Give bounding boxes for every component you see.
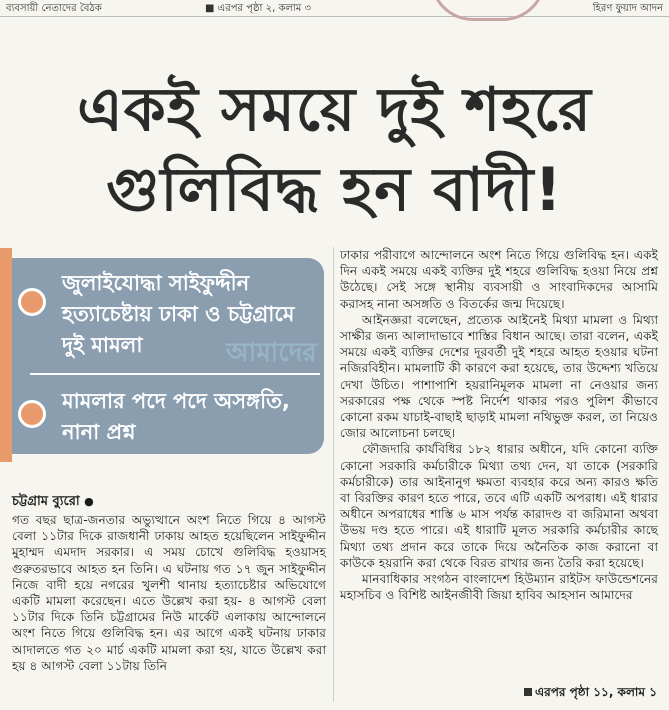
byline-dot-icon: ● — [84, 495, 94, 508]
byline — [12, 492, 94, 513]
top-strip — [0, 0, 669, 17]
top-strip-left: ব্যবসায়ী নেতাদের বৈঠক — [6, 3, 102, 14]
callout-accent-bar — [0, 248, 12, 462]
watermark: আমাদের — [226, 338, 317, 368]
article-paragraph: আইনজ্ঞরা বলেছেন, প্রত্যেক আইনেই মিথ্যা মামলা ও মিথ্যা সাক্ষীর জন্য আলাদাভাবে শাস্তির বিধান আছে। তারা বলেন, একই সময়ে একই ব্যক্তির দেশের দূরবর্তী দুই শহরে আহত হওয়ার ঘটনা নজিরবিহীন। মামলাটি কী কারণে করা হয়েছে, তার উদ্দেশ্য খতিয়ে দেখা উচিত। পাশাপাশি হয়রানিমূলক মামলা না নেওয়ার জন্য সরকারের পক্ষ থেকে স্পষ্ট নির্দেশ থাকার পরও পুলিশ কীভাবে কোনো রকম যাচাই-বাছাই ছাড়াই মামলা নথিভুক্ত করল, তা নিয়েও জোর আলোচনা চলছে। — [340, 312, 658, 441]
headline — [0, 70, 669, 230]
bullet-icon — [18, 288, 46, 316]
square-icon — [524, 688, 532, 696]
column-divider — [333, 247, 334, 702]
continuation-note — [524, 684, 657, 704]
continuation-text: এরপর পৃষ্ঠা ১১, কলাম ১ — [534, 685, 657, 699]
headline-line-1: একই সময়ে দুই শহরে — [77, 75, 592, 145]
article-paragraph: মানবাধিকার সংগঠন বাংলাদেশ হিউম্যান রাইটস ফাউন্ডেশনের মহাসচিব ও বিশিষ্ট আইনজীবী জিয়া হাবিব আহসান আমাদের — [340, 572, 658, 603]
top-strip-middle: ■ এরপর পৃষ্ঠা ২, কলাম ৩ — [205, 3, 312, 14]
article-paragraph: গত বছর ছাত্র-জনতার অভ্যুত্থানে অংশ নিতে গিয়ে ৪ আগস্ট বেলা ১১টার দিকে রাজধানী ঢাকায় আহত হয়েছিলেন সাইফুদ্দীন মুহাম্মদ এমদাদ সরকার। এ সময় চোখে গুলিবিদ্ধ হওয়াসহ গুরুতরভাবে আহত হন তিনি। এ ঘটনায় গত ১৭ জুন সাইফুদ্দীন নিজে বাদী হয়ে নগরের খুলশী থানায় হত্যাচেষ্টার অভিযোগে একটি মামলা করেছেন। এতে উল্লেখ করা হয়- ৪ আগস্ট বেলা ১১টার দিকে তিনি চট্টগ্রামের নিউ মার্কেট এলাকায় আন্দোলনে অংশ নিতে গিয়ে গুলিবিদ্ধ হন। এর আগে একই ঘটনায় ঢাকার আদালতে গত ২০ মার্চ একটি মামলা করা হয়, যাতে উল্লেখ করা হয় ৪ আগস্ট বেলা ১১টায় তিনি — [12, 513, 326, 673]
headline-line-2: গুলিবিদ্ধ হন বাদী! — [106, 155, 563, 225]
masthead-logo-arc — [430, 0, 546, 21]
callout-item-1: জুলাইযোদ্ধা সাইফুদ্দীন হত্যাচেষ্টায় ঢাকা ও চট্টগ্রামে দুই মামলা — [62, 271, 295, 357]
article-paragraph: ঢাকার পরীবাগে আন্দোলনে অংশ নিতে গিয়ে গুলিবিদ্ধ হন। একই দিন একই সময়ে একই ব্যক্তির দুই শহরে গুলিবিদ্ধ হওয়া নিয়ে প্রশ্ন উঠেছে। সেই সঙ্গে স্থানীয় ব্যবসায়ী ও সাংবাদিকদের আসামি করাসহ নানা অসঙ্গতি ও বিতর্কের জন্ম দিয়েছে। — [340, 248, 658, 311]
byline-text: চট্টগ্রাম ব্যুরো — [12, 494, 80, 509]
article-column-left — [12, 512, 326, 674]
top-strip-right: হিরণ ফুয়াদ আদন — [592, 3, 663, 14]
article-paragraph: ফৌজদারি কার্যবিধির ১৮২ ধারার অধীনে, যদি কোনো ব্যক্তি কোনো সরকারি কর্মচারীকে মিথ্যা তথ্য দেন, যা তাকে (সরকারি কর্মচারীকে) তার আইনানুগ ক্ষমতা ব্যবহার করে অন্য কারও ক্ষতি বা বিরক্তির কারণ হতে পারে, তবে এটি একটি অপরাধ। এই ধারার অধীনে অপরাধের শাস্তি ৬ মাস পর্যন্ত কারাদণ্ড বা জরিমানা অথবা উভয় দণ্ড হতে পারে। এই ধারাটি মূলত সরকারি কর্মচারীর কাছে মিথ্যা তথ্য প্রদান করে তাকে দিয়ে অনৈতিক কাজ করানো বা কাউকে হয়রানি করা থেকে বিরত রাখার জন্য তৈরি করা হয়েছে। — [340, 442, 658, 570]
callout-item-2: মামলার পদে পদে অসঙ্গতি, নানা প্রশ্ন — [62, 389, 290, 444]
article-column-right — [340, 247, 658, 603]
bullet-icon — [18, 400, 46, 428]
